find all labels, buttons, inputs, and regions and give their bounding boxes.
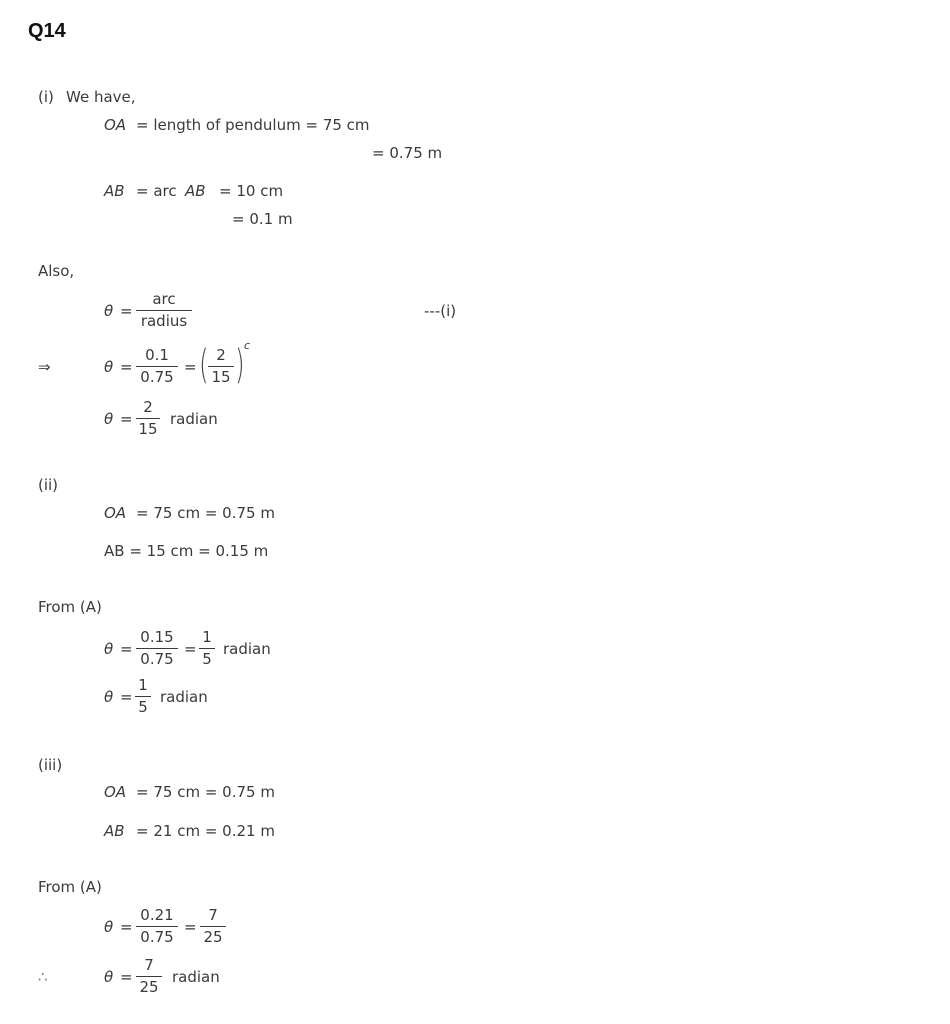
fraction-numerator: 0.15	[140, 628, 174, 646]
ab-value-m: = 0.1 m	[232, 210, 293, 228]
fraction-1-over-5	[199, 630, 215, 667]
superscript-c: c	[244, 339, 251, 352]
theta-symbol: θ	[104, 918, 114, 936]
ab-values: = 21 cm = 0.21 m	[136, 822, 275, 840]
oa-symbol: OA	[104, 116, 127, 134]
fraction-denominator: 5	[138, 698, 148, 716]
fraction-denominator: 25	[139, 978, 159, 996]
fraction-numerator: 7	[208, 906, 218, 924]
fraction-arc-over-radius	[136, 292, 192, 329]
part-i-intro: We have,	[66, 88, 136, 106]
oa-definition: = length of pendulum = 75 cm	[136, 116, 370, 134]
ab-symbol: AB	[104, 182, 125, 200]
fraction-numerator: arc	[152, 290, 176, 308]
equals-sign: =	[120, 410, 133, 428]
theta-symbol: θ	[104, 968, 114, 986]
equals-sign: =	[184, 918, 197, 936]
fraction-denominator: 0.75	[140, 368, 174, 386]
oa-values: = 75 cm = 0.75 m	[136, 783, 275, 801]
fraction-numerator: 2	[216, 346, 226, 364]
fraction-0.1-over-0.75	[136, 348, 178, 385]
fraction-7-over-25	[200, 908, 226, 945]
oa-symbol: OA	[104, 783, 127, 801]
fraction-7-over-25	[136, 958, 162, 995]
part-i-label: (i)	[38, 88, 54, 106]
fraction-denominator: radius	[140, 312, 188, 330]
fraction-numerator: 2	[143, 398, 153, 416]
fraction-numerator: 0.1	[145, 346, 169, 364]
ab-value-cm: = 10 cm	[219, 182, 284, 200]
part-iii-label: (iii)	[38, 756, 63, 774]
fraction-numerator: 0.21	[140, 906, 174, 924]
theta-symbol: θ	[104, 358, 114, 376]
equals-sign: =	[184, 640, 197, 658]
fraction-denominator: 15	[211, 368, 231, 386]
fraction-numerator: 1	[138, 676, 148, 694]
theta-symbol: θ	[104, 410, 114, 428]
also-label: Also,	[38, 262, 75, 280]
equals-sign: =	[120, 968, 133, 986]
oa-value-m: = 0.75 m	[372, 144, 443, 162]
equation-reference: ---(i)	[424, 302, 457, 320]
unit-radian: radian	[172, 968, 220, 986]
from-a-label: From (A)	[38, 878, 102, 896]
fraction-1-over-5	[135, 678, 151, 715]
ab-values: AB = 15 cm = 0.15 m	[104, 542, 269, 560]
equals-sign: =	[120, 358, 133, 376]
equals-sign: =	[120, 302, 133, 320]
fraction-denominator: 15	[138, 420, 158, 438]
fraction-2-over-15	[136, 400, 160, 437]
ab-arc-symbol: AB	[185, 182, 206, 200]
equals-sign: =	[120, 918, 133, 936]
fraction-denominator: 0.75	[140, 928, 174, 946]
fraction-denominator: 25	[203, 928, 223, 946]
implies-arrow: ⇒	[38, 358, 51, 376]
unit-radian: radian	[160, 688, 208, 706]
ab-symbol: AB	[104, 822, 125, 840]
right-paren-icon: )	[235, 342, 245, 388]
left-paren-icon: (	[199, 342, 209, 388]
part-ii-label: (ii)	[38, 476, 59, 494]
fraction-numerator: 7	[144, 956, 154, 974]
unit-radian: radian	[170, 410, 218, 428]
fraction-2-over-15	[208, 348, 234, 385]
oa-symbol: OA	[104, 504, 127, 522]
ab-eq-arc: = arc	[136, 182, 177, 200]
oa-values: = 75 cm = 0.75 m	[136, 504, 275, 522]
from-a-label: From (A)	[38, 598, 102, 616]
unit-radian: radian	[223, 640, 271, 658]
fraction-numerator: 1	[202, 628, 212, 646]
equals-sign: =	[120, 688, 133, 706]
fraction-0.15-over-0.75	[136, 630, 178, 667]
equals-sign: =	[184, 358, 197, 376]
fraction-denominator: 0.75	[140, 650, 174, 668]
fraction-0.21-over-0.75	[136, 908, 178, 945]
question-title: Q14	[28, 20, 66, 42]
theta-symbol: θ	[104, 302, 114, 320]
theta-symbol: θ	[104, 640, 114, 658]
theta-symbol: θ	[104, 688, 114, 706]
fraction-denominator: 5	[202, 650, 212, 668]
equals-sign: =	[120, 640, 133, 658]
therefore-symbol: ∴	[38, 968, 48, 986]
